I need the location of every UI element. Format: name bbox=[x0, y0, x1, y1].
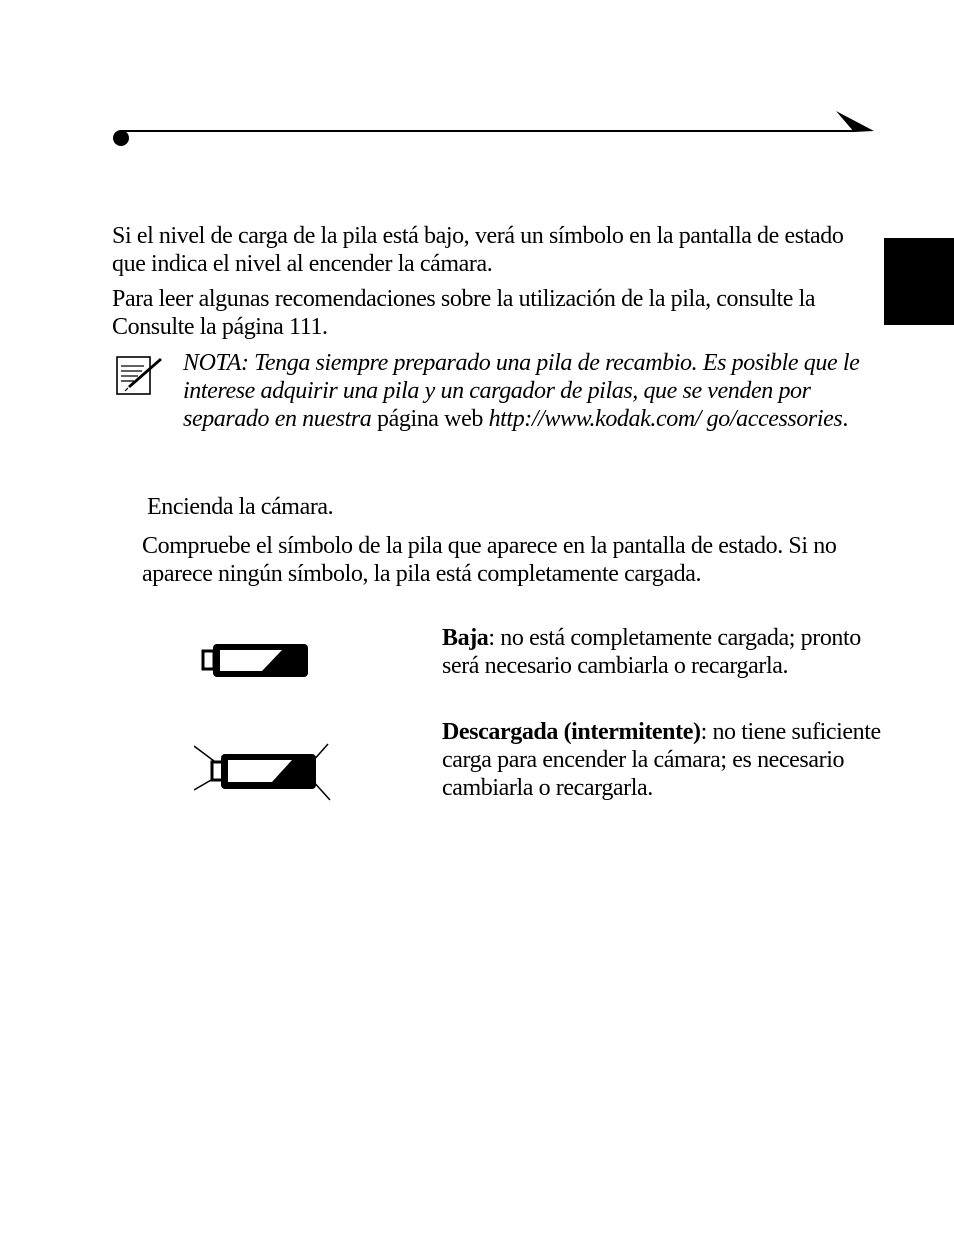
header-rule-arrow-icon bbox=[112, 108, 876, 150]
paragraph-low-battery: Si el nivel de carga de la pila está bajo, verá un símbolo en la pantalla de estado que indica el nivel al encender la cámara. bbox=[112, 223, 844, 277]
step-2: Compruebe el símbolo de la pila que aparece en la pantalla de estado. Si no aparece ningún símbolo, la pila está completamente cargada. bbox=[142, 533, 837, 587]
battery-low-icon bbox=[200, 640, 314, 682]
note-text bbox=[183, 349, 883, 433]
note-plain-text: página web bbox=[371, 406, 489, 432]
step-1: Encienda la cámara. bbox=[147, 494, 334, 520]
battery-dead-text: : no tiene suficiente carga para encender la cámara; es necesario cambiarla o recargarla. bbox=[442, 719, 881, 801]
battery-low-description bbox=[442, 624, 882, 680]
note-italic-text: NOTA: Tenga siempre preparado una pila de recambio. Es posible que le interese adquirir una pila y un cargador de pilas, que se venden por separado en nuestra bbox=[183, 350, 860, 432]
battery-dead-blinking-icon bbox=[194, 742, 334, 804]
note-end-text: . bbox=[842, 406, 848, 432]
chapter-tab-marker bbox=[884, 238, 954, 325]
battery-dead-label: Descargada (intermitente) bbox=[442, 719, 701, 745]
note-pencil-icon bbox=[116, 354, 164, 398]
battery-low-text: : no está completamente cargada; pronto será necesario cambiarla o recargarla. bbox=[442, 625, 861, 679]
paragraph-recommendations: Para leer algunas recomendaciones sobre la utilización de la pila, consulte la Consulte la página 111. bbox=[112, 286, 816, 340]
battery-low-label: Baja bbox=[442, 625, 489, 651]
note-url-link[interactable]: http://www.kodak.com/ go/accessories bbox=[488, 406, 843, 432]
battery-dead-description bbox=[442, 718, 882, 802]
